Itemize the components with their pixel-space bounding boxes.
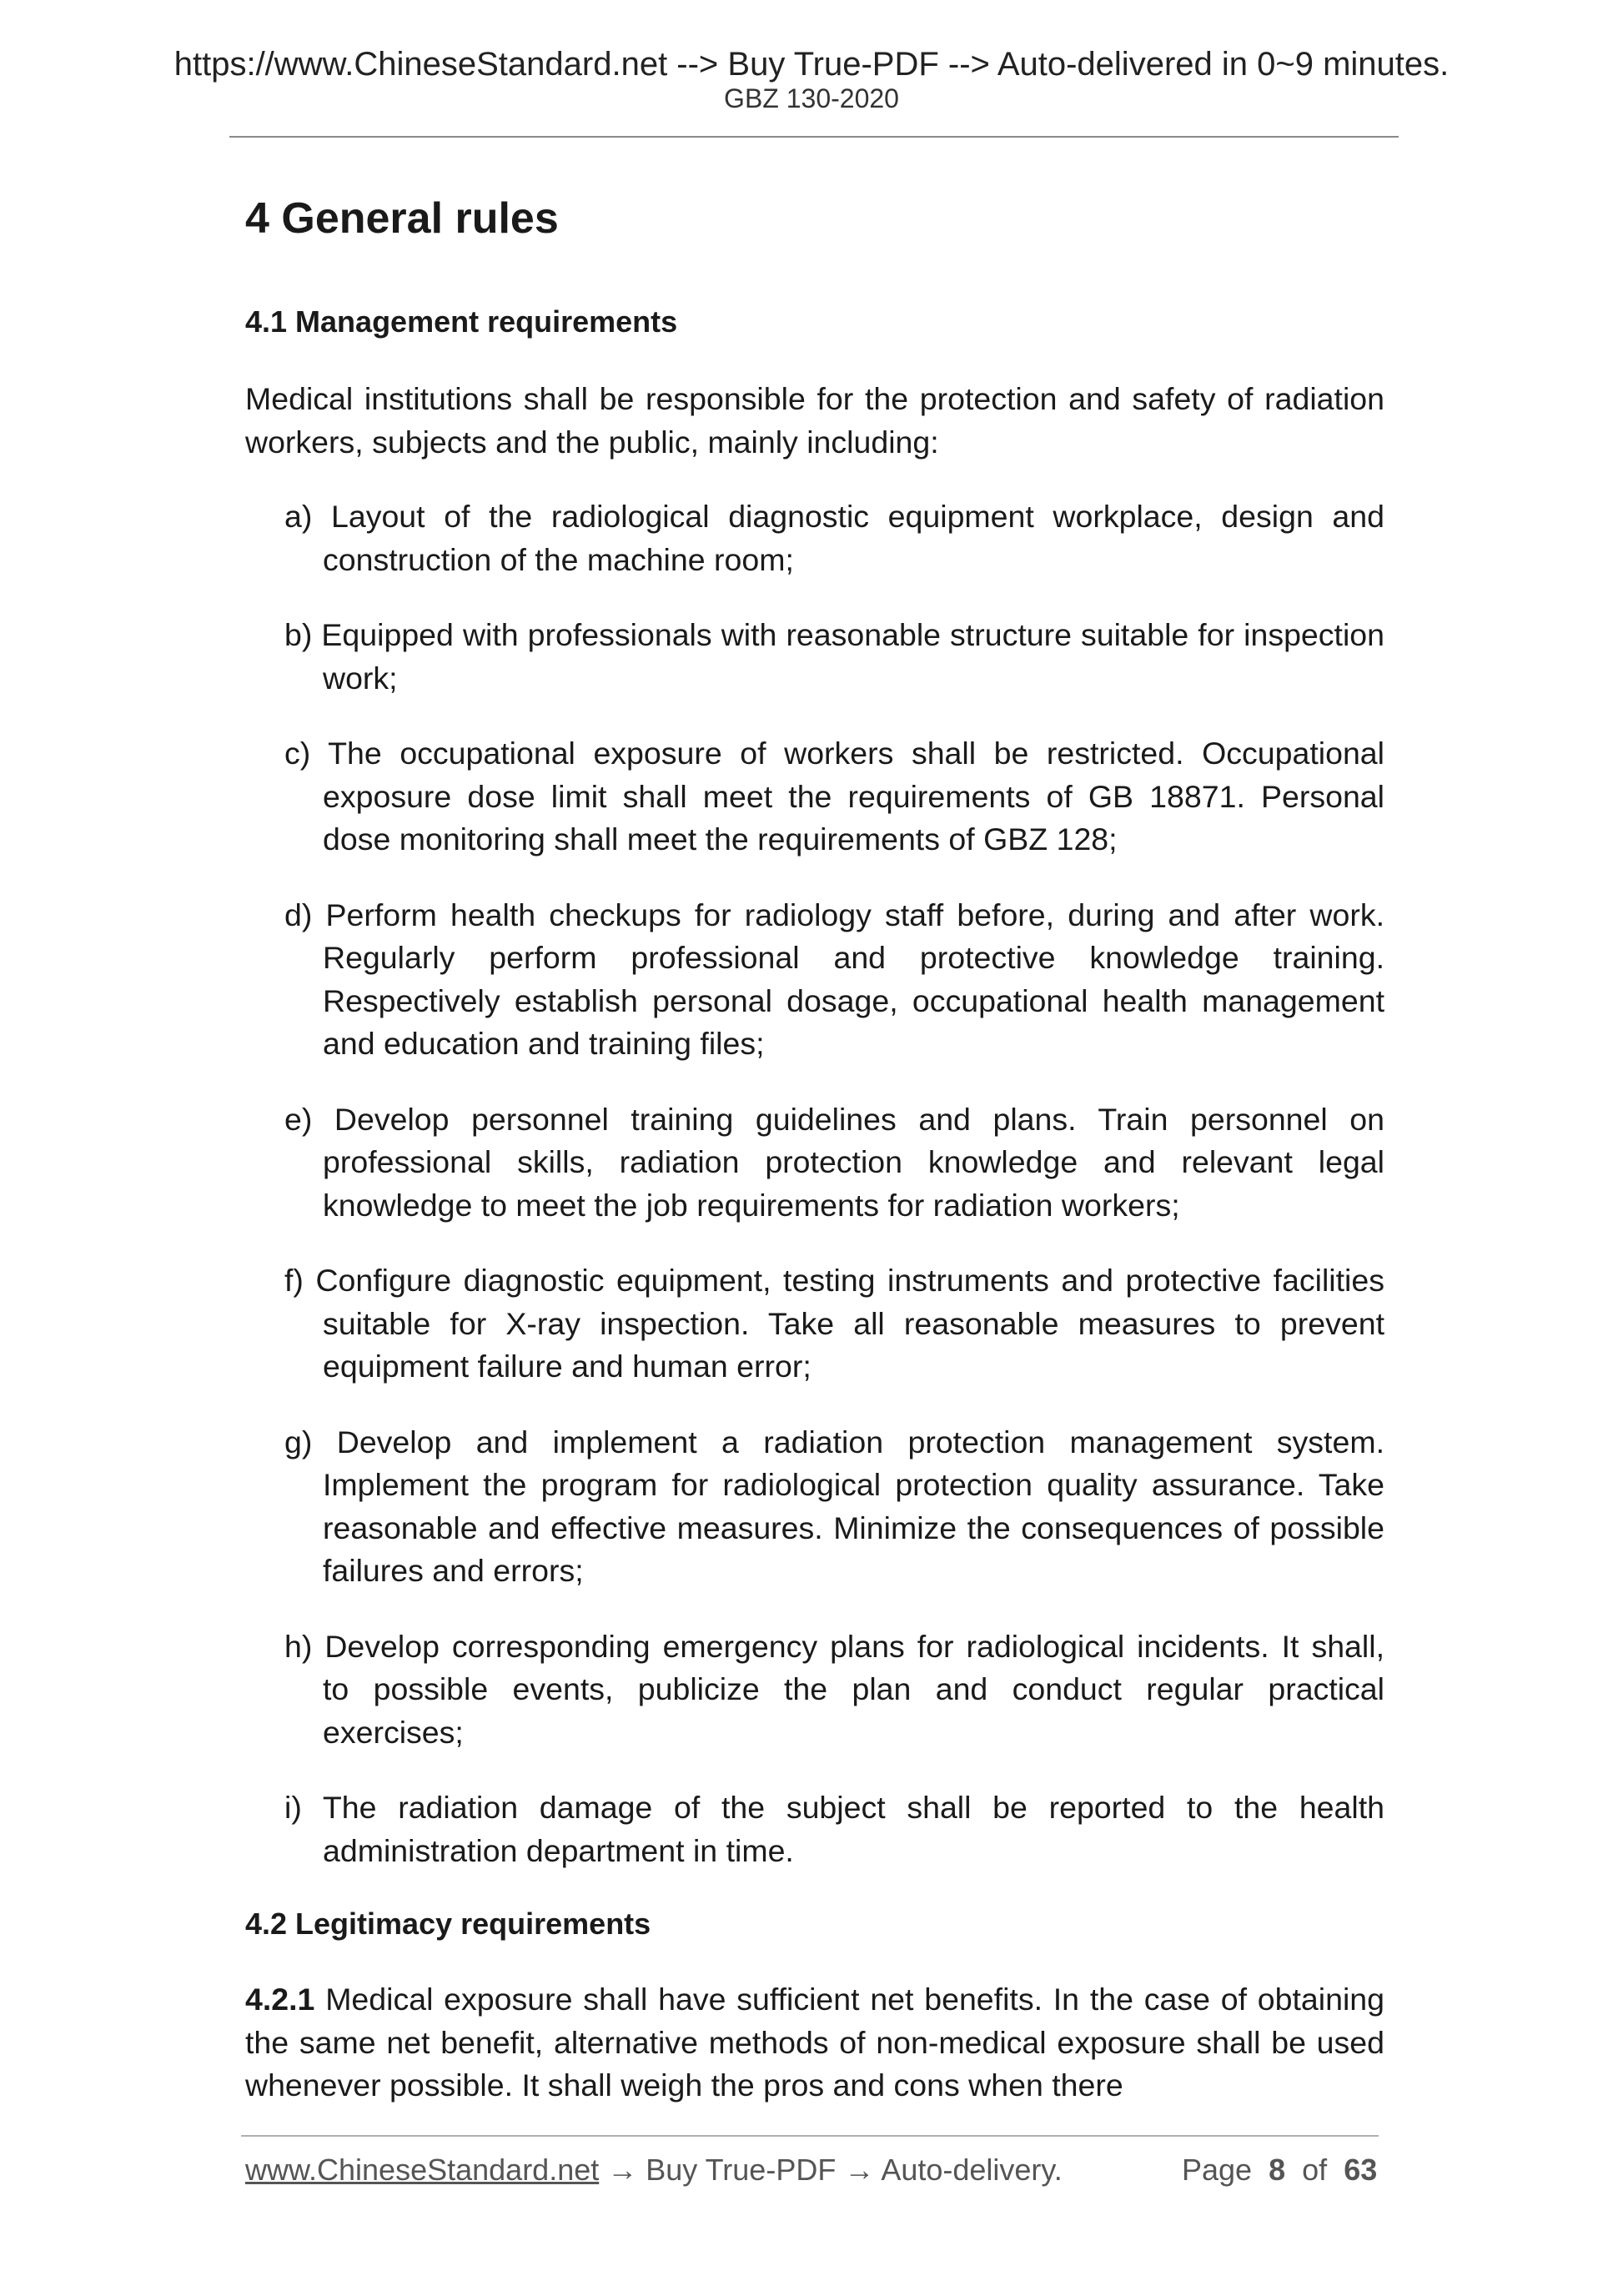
page-word: Page [1182,2153,1253,2187]
source-banner: https://www.ChineseStandard.net --> Buy True-PDF --> Auto-delivered in 0~9 minutes. [173,46,1450,83]
list-item-marker: i) [284,1790,302,1825]
footer-divider [241,2135,1379,2137]
list-item [245,894,1384,1066]
clause-paragraph [245,1978,1384,2108]
list-item [245,1098,1384,1228]
requirements-list [245,495,1384,1872]
list-item [245,1625,1384,1755]
page-current: 8 [1269,2153,1286,2187]
list-item-marker: g) [284,1424,313,1459]
list-item-text: Layout of the radiological diagnostic equipment workplace, design and construction of the machine room; [323,499,1385,577]
subsection-title-management: 4.1 Management requirements [245,304,678,339]
list-item-text: The occupational exposure of workers shall be restricted. Occupational exposure dose limit shall meet the requirements of GB 18871. Personal dose monitoring shall meet the requirements of GBZ 128; [323,736,1384,857]
footer-delivery-text: → Buy True-PDF → Auto-delivery. [599,2153,1063,2187]
list-item-marker: f) [284,1263,304,1298]
page-content [245,185,1384,2108]
list-item-text: The radiation damage of the subject shall be reported to the health administration department in time. [322,1790,1384,1868]
list-item-marker: d) [284,897,313,932]
document-code: GBZ 130-2020 [724,83,899,113]
list-item-text: Configure diagnostic equipment, testing instruments and protective facilities suitable for X-ray inspection. Take all reasonable measures to prevent equipment failure and human error; [315,1263,1384,1384]
list-item-marker: a) [284,499,313,534]
section-title: 4 General rules [245,194,559,243]
list-item-marker: e) [284,1101,313,1137]
list-item-text: Develop personnel training guidelines and plans. Train personnel on professional skills, radiation protection knowledge and relevant legal knowledge to meet the job requirements for radiation workers; [323,1101,1385,1223]
list-item-text: Develop and implement a radiation protection management system. Implement the program for radiological protection quality assurance. Take reasonable and effective measures. Minimize the consequences of possible failures and errors; [323,1424,1384,1588]
list-item [245,732,1384,862]
subsection-title-legitimacy: 4.2 Legitimacy requirements [245,1907,651,1941]
page-total: 63 [1344,2153,1378,2187]
list-item [245,495,1384,581]
footer-source [245,2150,1063,2190]
clause-text: Medical exposure shall have sufficient net benefits. In the case of obtaining the same net benefit, alternative methods of non-medical exposure shall be used whenever possible. It shall weigh the pros and cons when there [245,1982,1384,2103]
footer-site-link[interactable]: www.ChineseStandard.net [245,2153,600,2187]
list-item-text: Perform health checkups for radiology staff before, during and after work. Regularly perform professional and protective knowledge training. Respectively establish personal dosage, occupational health management and education and training files; [323,897,1385,1061]
list-item-marker: b) [284,617,313,652]
list-item-text: Equipped with professionals with reasonable structure suitable for inspection work; [321,617,1384,696]
intro-paragraph: Medical institutions shall be responsible for the protection and safety of radiation workers, subjects and the public, mainly including: [245,381,1384,460]
list-item-text: Develop corresponding emergency plans for radiological incidents. It shall, to possible events, publicize the plan and conduct regular practical exercises; [323,1628,1384,1750]
list-item [245,614,1384,700]
header-divider [229,136,1399,138]
list-item [245,1259,1384,1389]
list-item-marker: h) [284,1628,313,1664]
of-word: of [1302,2153,1328,2187]
clause-number: 4.2.1 [245,1982,315,2017]
list-item [245,1786,1384,1872]
list-item-marker: c) [284,736,311,771]
list-item [245,1421,1384,1593]
page-indicator [1182,2150,1377,2190]
